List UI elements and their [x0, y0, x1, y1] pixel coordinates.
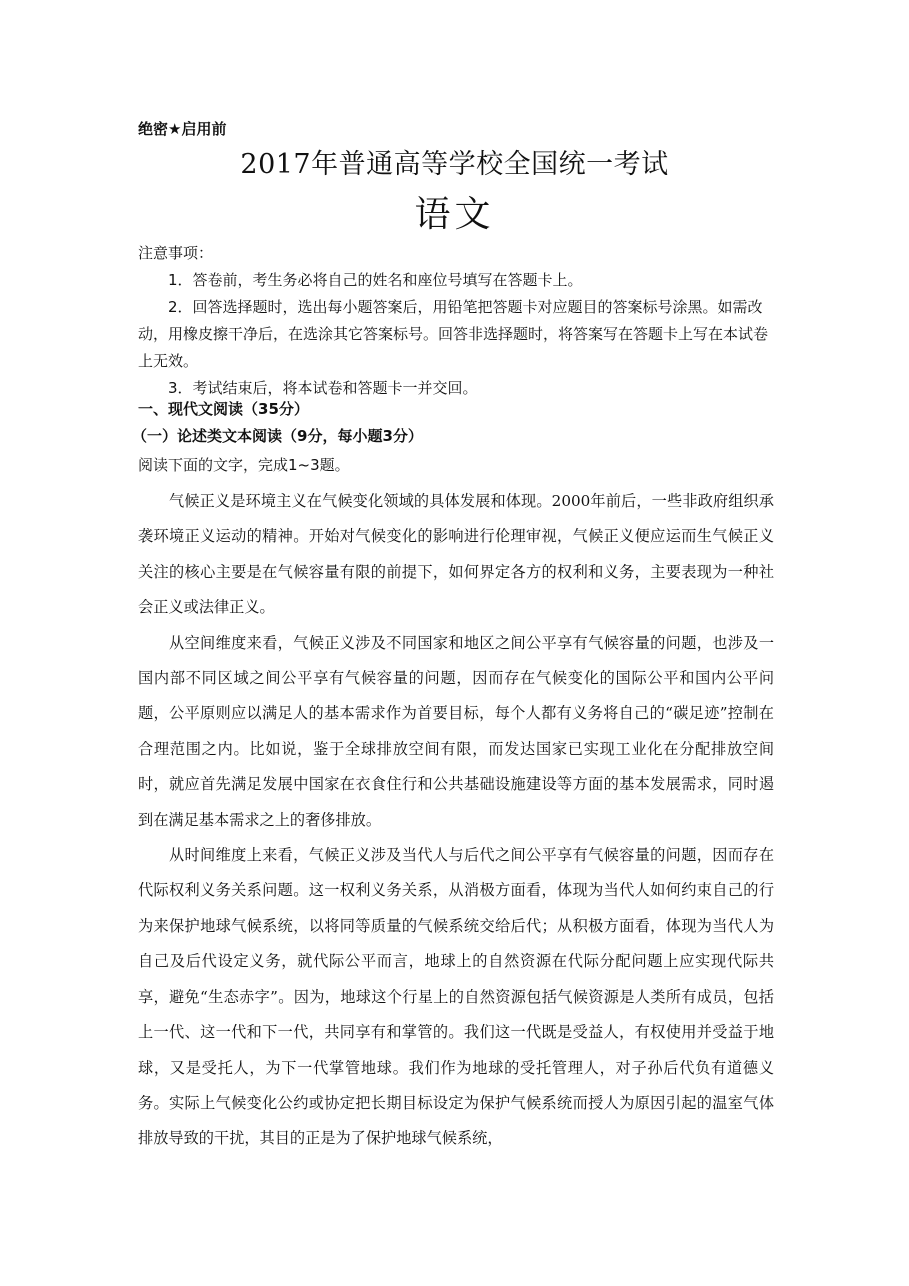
- passage-paragraph-2: 从空间维度来看，气候正义涉及不同国家和地区之间公平享有气候容量的问题，也涉及一国内部不同区域之间公平享有气候容量的问题，因而存在气候变化的国际公平和国内公平问题，公平原则应以满足人的基本需求作为首要目标，每个人都有义务将自己的“碳足迹”控制在合理范围之内。比如说，鉴于全球排放空间有限，而发达国家已实现工业化在分配排放空间时，就应首先满足发展中国家在衣食住行和公共基础设施建设等方面的基本发展需求，同时遏到在满足基本需求之上的奢侈排放。: [138, 633, 774, 829]
- subsection-heading: （一）论述类文本阅读（9分，每小题3分）: [132, 427, 423, 445]
- exam-title: 2017年普通高等学校全国统一考试: [240, 149, 669, 180]
- passage-paragraph-3: 从时间维度上来看，气候正义涉及当代人与后代之间公平享有气候容量的问题，因而存在代际权利义务关系问题。这一权利义务关系，从消极方面看，体现为当代人如何约束自己的行为来保护地球气候系统，以将同等质量的气候系统交给后代；从积极方面看，体现为当代人为自己及后代设定义务，就代际公平而言，地球上的自然资源在代际分配问题上应实现代际共享，避免“生态赤字”。因为，地球这个行星上的自然资源包括气候资源是人类所有成员，包括上一代、这一代和下一代，共同享有和掌管的。我们这一代既是受益人，有权使用并受益于地球，又是受托人，为下一代掌管地球。我们作为地球的受托管理人，对子孙后代负有道德义务。实际上气候变化公约或协定把长期目标设定为保护气候系统而授人为原因引起的温室气体排放导致的干扰，其目的正是为了保护地球气候系统，: [138, 846, 774, 1148]
- section-heading: 一、现代文阅读（35分）: [138, 400, 309, 418]
- confidential-label: 绝密★启用前: [138, 120, 227, 138]
- notice-item-1: 1．答卷前，考生务必将自己的姓名和座位号填写在答题卡上。: [168, 271, 583, 289]
- reading-passage: [138, 484, 774, 1157]
- notice-item-3: 3．考试结束后，将本试卷和答题卡一并交回。: [168, 379, 478, 397]
- notice-block: [138, 240, 774, 402]
- reading-instruction: 阅读下面的文字，完成1~3题。: [138, 456, 350, 474]
- subject-title: 语文: [414, 194, 495, 235]
- notice-item-2: 2．回答选择题时，选出每小题答案后，用铅笔把答题卡对应题目的答案标号涂黑。如需改动，用橡皮擦干净后，在选涂其它答案标号。回答非选择题时，将答案写在答题卡上写在本试卷上无效。: [138, 298, 769, 370]
- notice-heading: 注意事项：: [138, 244, 214, 262]
- passage-paragraph-1: 气候正义是环境主义在气候变化领域的具体发展和体现。2000年前后，一些非政府组织承袭环境正义运动的精神。开始对气候变化的影响进行伦理审视，气候正义便应运而生气候正义关注的核心主要是在气候容量有限的前提下，如何界定各方的权利和义务，主要表现为一种社会正义或法律正义。: [138, 492, 774, 617]
